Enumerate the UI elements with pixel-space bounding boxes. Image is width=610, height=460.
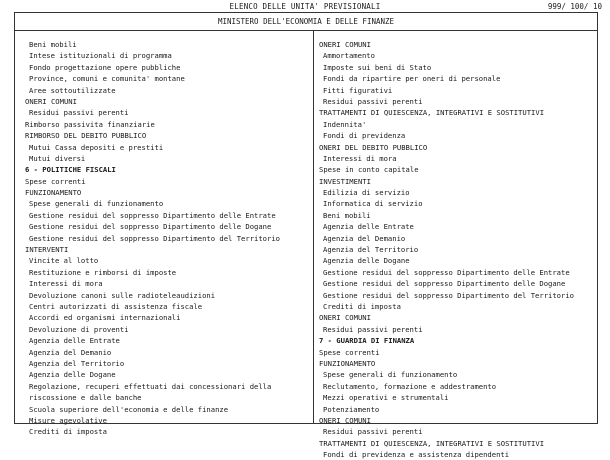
group-heading: ONERI COMUNI (319, 40, 371, 49)
group-heading: Spese in conto capitale (319, 165, 419, 175)
list-item: Interessi di mora (323, 153, 397, 163)
list-item: Vincite al lotto (29, 256, 99, 266)
list-item: Agenzia del Territorio (323, 245, 419, 255)
list-item: Agenzia del Territorio (29, 358, 125, 368)
list-item: Intese istituzionali di programma (29, 51, 172, 61)
list-item: Spese generali di funzionamento (29, 199, 164, 209)
group-heading: RIMBORSO DEL DEBITO PUBBLICO (25, 131, 147, 141)
list-item: Informatica di servizio (323, 199, 423, 209)
list-item: Residui passivi perenti (323, 427, 423, 437)
list-item: Agenzia delle Entrate (323, 222, 414, 232)
group-heading: TRATTAMENTI DI QUIESCENZA, INTEGRATIVI E SOSTITUTIVI (319, 108, 545, 118)
section-heading: 7 - GUARDIA DI FINANZA (319, 336, 415, 346)
group-heading: ONERI COMUNI (319, 313, 371, 323)
group-heading: ONERI COMUNI (319, 415, 371, 425)
group-heading: FUNZIONAMENTO (319, 358, 376, 368)
list-item: Fitti figurativi (323, 85, 393, 95)
group-heading: INVESTIMENTI (319, 176, 371, 186)
list-item: Residui passivi perenti (323, 324, 423, 334)
list-item: Aree sottoutilizzate (29, 85, 116, 95)
list-item: Crediti di imposta (323, 301, 401, 311)
list-item: Agenzia del Demanio (323, 233, 406, 243)
list-item: Gestione residui del soppresso Dipartimento del Territorio (323, 290, 574, 300)
list-item: Beni mobili (29, 40, 77, 49)
list-item: Interessi di mora (29, 279, 103, 289)
group-heading: ONERI COMUNI (25, 96, 77, 106)
group-heading: Spese correnti (25, 176, 86, 186)
ministry-heading: MINISTERO DELL'ECONOMIA E DELLE FINANZE (15, 13, 597, 31)
left-column (25, 39, 307, 438)
list-item: Fondi di previdenza e assistenza dipendenti (323, 450, 510, 460)
list-item: Agenzia delle Dogane (323, 256, 410, 266)
group-heading: Spese correnti (319, 347, 380, 357)
list-item: Imposte sui beni di Stato (323, 62, 432, 72)
group-heading: ONERI DEL DEBITO PUBBLICO (319, 142, 428, 152)
list-item: Gestione residui del soppresso Dipartimento del Territorio (29, 233, 280, 243)
list-item: Crediti di imposta (29, 427, 107, 437)
document-title: ELENCO DELLE UNITA' PREVISIONALI (229, 2, 381, 11)
list-item: Gestione residui del soppresso Dipartimento delle Dogane (29, 222, 272, 232)
list-item: Devoluzione di proventi (29, 324, 129, 334)
list-item: Mutui Cassa depositi e prestiti (29, 142, 164, 152)
list-item: Accordi ed organismi internazionali (29, 313, 181, 323)
list-item: Agenzia delle Dogane (29, 370, 116, 380)
list-item: Beni mobili (323, 210, 371, 220)
list-item: Ammortamento (323, 51, 375, 61)
list-item: Fondo progettazione opere pubbliche (29, 62, 181, 72)
group-heading: TRATTAMENTI DI QUIESCENZA, INTEGRATIVI E SOSTITUTIVI (319, 438, 545, 448)
list-item: Restituzione e rimborsi di imposte (29, 267, 177, 277)
list-item: Gestione residui del soppresso Dipartimento delle Entrate (323, 267, 570, 277)
group-heading: INTERVENTI (25, 245, 69, 255)
list-item: Scuola superiore dell'economia e delle finanze (29, 404, 229, 414)
table-frame (14, 12, 598, 460)
column-divider (313, 31, 314, 424)
list-item: Potenziamento (323, 404, 380, 414)
list-item: Reclutamento, formazione e addestramento (323, 381, 497, 391)
list-item: Gestione residui del soppresso Dipartimento delle Entrate (29, 210, 276, 220)
list-item: Residui passivi perenti (29, 108, 129, 118)
list-item: Residui passivi perenti (323, 96, 423, 106)
list-item: Centri autorizzati di assistenza fiscale (29, 301, 203, 311)
list-item: Misure agevolative (29, 415, 107, 425)
list-item: Fondi da ripartire per oneri di personale (323, 74, 501, 84)
list-item: Gestione residui del soppresso Dipartimento delle Dogane (323, 279, 566, 289)
list-item: riscossione e dalle banche (29, 393, 142, 403)
section-heading: 6 - POLITICHE FISCALI (25, 165, 116, 175)
document-code: 999/ 100/ 10 (547, 2, 602, 11)
list-item: Agenzia del Demanio (29, 347, 112, 357)
list-item: Regolazione, recuperi effettuati dai concessionari della (29, 381, 272, 391)
list-item: Devoluzione canoni sulle radioteleaudizioni (29, 290, 216, 300)
group-heading: Rimborso passivita finanziarie (25, 119, 155, 129)
list-item: Edilizia di servizio (323, 188, 410, 198)
list-item: Indennita' (323, 119, 367, 129)
list-item: Agenzia delle Entrate (29, 336, 120, 346)
list-item: Mutui diversi (29, 153, 86, 163)
right-column (319, 39, 595, 460)
list-item: Province, comuni e comunita' montane (29, 74, 185, 84)
list-item: Mezzi operativi e strumentali (323, 393, 449, 403)
list-item: Fondi di previdenza (323, 131, 406, 141)
list-item: Spese generali di funzionamento (323, 370, 458, 380)
group-heading: FUNZIONAMENTO (25, 188, 82, 198)
